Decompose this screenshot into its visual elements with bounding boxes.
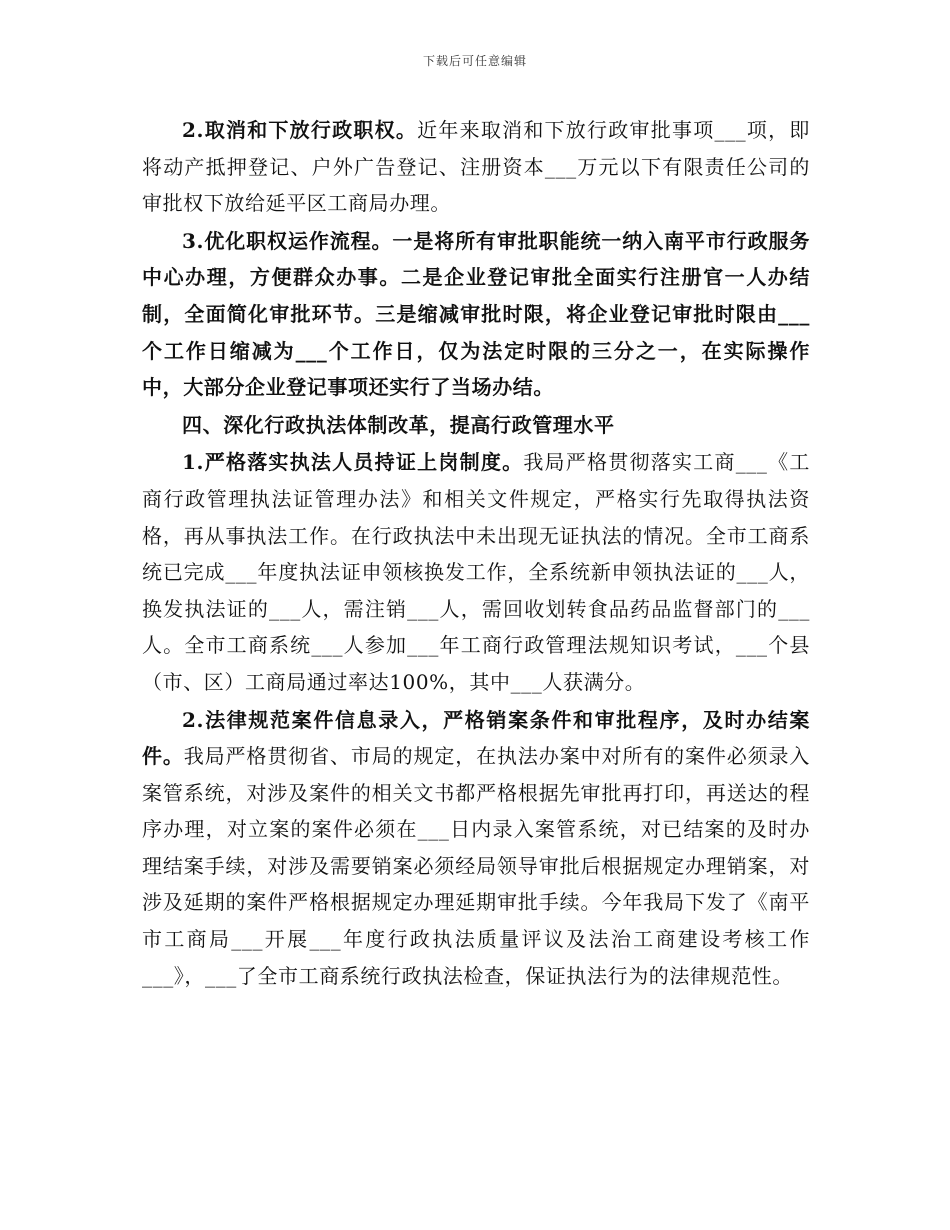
paragraph-text: 我局严格贯彻落实工商___《工商行政管理执法证管理办法》和相关文件规定，严格实行先取得执法资格，再从事执法工作。在行政执法中未出现无证执法的情况。全市工商系统已完成___年度执法证申领核换发工作，全系统新申领执法证的___人，换发执法证的___人，需注销___人，需回收划转食品药品监督部门的___人。全市工商系统___人参加___年工商行政管理法规知识考试，___个县（市、区）工商局通过率达100%，其中___人获满分。 xyxy=(142,450,810,694)
paragraph-optimize-workflow xyxy=(142,223,810,406)
document-body xyxy=(142,112,810,994)
paragraph-lead: 3.优化职权运作流程。 xyxy=(182,228,393,253)
paragraph-cancel-delegate-powers xyxy=(142,112,810,222)
page-header: 下载后可任意编辑 xyxy=(422,54,527,68)
paragraph-text: 近年来取消和下放行政审批事项___项，即将动产抵押登记、户外广告登记、注册资本___万元以下有限责任公司的审批权下放给延平区工商局办理。 xyxy=(142,118,810,216)
paragraph-text: 一是将所有审批职能统一纳入南平市行政服务中心办理，方便群众办事。二是企业登记审批全面实行注册官一人办结制，全面简化审批环节。三是缩减审批时限，将企业登记审批时限由___个工作日缩减为___个工作日，仅为法定时限的三分之一，在实际操作中，大部分企业登记事项还实行了当场办结。 xyxy=(142,228,811,400)
paragraph-case-information xyxy=(142,702,810,995)
paragraph-lead: 2.法律规范案件信息录入，严格销案条件和审批程序，及时办结案件。 xyxy=(142,707,810,769)
paragraph-certified-enforcement xyxy=(142,444,810,700)
paragraph-lead: 2.取消和下放行政职权。 xyxy=(182,118,418,142)
paragraph-lead: 1.严格落实执法人员持证上岗制度。 xyxy=(182,450,524,475)
paragraph-text: 我局严格贯彻省、市局的规定，在执法办案中对所有的案件必须录入案管系统，对涉及案件的相关文书都严格根据先审批再打印，再送达的程序办理，对立案的案件必须在___日内录入案管系统，对已结案的及时办理结案手续，对涉及需要销案必须经局领导审批后根据规定办理销案，对涉及延期的案件严格根据规定办理延期审批手续。今年我局下发了《南平市工商局___开展___年度行政执法质量评议及法治工商建设考核工作___》，___了全市工商系统行政执法检查，保证执法行为的法律规范性。 xyxy=(142,744,811,988)
section-heading-4: 四、深化行政执法体制改革，提高行政管理水平 xyxy=(182,412,615,437)
